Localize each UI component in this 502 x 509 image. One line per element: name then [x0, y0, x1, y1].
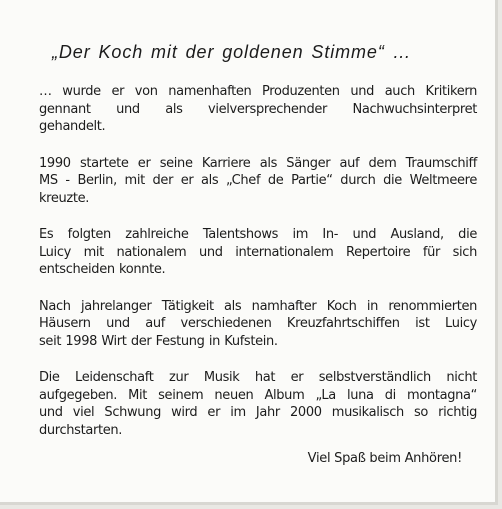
body-text — [39, 83, 477, 458]
paragraph-talentshows — [39, 226, 477, 279]
text-line: aufgegeben. Mit seinem neuen Album „La luna di montagna“ — [39, 387, 477, 403]
text-line: durchstarten. — [39, 422, 123, 438]
paragraph-intro — [39, 83, 477, 136]
paragraph-music — [39, 369, 477, 439]
paragraph-career-start — [39, 155, 477, 208]
text-line: 1990 startete er seine Karriere als Sänger auf dem Traumschiff — [39, 155, 477, 171]
paragraph-chef-career — [39, 298, 477, 351]
text-line: entscheiden konnte. — [39, 262, 166, 277]
text-line: seit 1998 Wirt der Festung in Kufstein. — [39, 333, 278, 349]
text-line: MS - Berlin, mit der er als „Chef de Partie“ durch die Weltmeere — [39, 173, 477, 188]
text-line: Es folgten zahlreiche Talentshows im In- und Ausland, die — [39, 227, 477, 242]
text-line: gennant und als vielversprechender Nachwuchsinterpret — [39, 101, 477, 117]
text-line: Häusern und auf verschiedenen Kreuzfahrtschiffen ist Luicy — [39, 316, 477, 331]
closing-line: Viel Spaß beim Anhören! — [307, 451, 462, 466]
text-line: … wurde er von namenhaften Produzenten und auch Kritikern — [39, 84, 477, 99]
text-line: Die Leidenschaft zur Musik hat er selbstverständlich nicht — [39, 370, 477, 385]
text-line: kreuzte. — [39, 190, 90, 206]
text-line: Nach jahrelanger Tätigkeit als namhafter Koch in renommierten — [39, 298, 477, 314]
text-line: Luicy mit nationalem und internationalem Repertoire für sich — [39, 244, 477, 260]
page-title: „Der Koch mit der goldenen Stimme“ … — [52, 42, 412, 62]
text-line: gehandelt. — [39, 119, 106, 134]
text-line: und viel Schwung wird er im Jahr 2000 musikalisch so richtig — [39, 405, 477, 420]
